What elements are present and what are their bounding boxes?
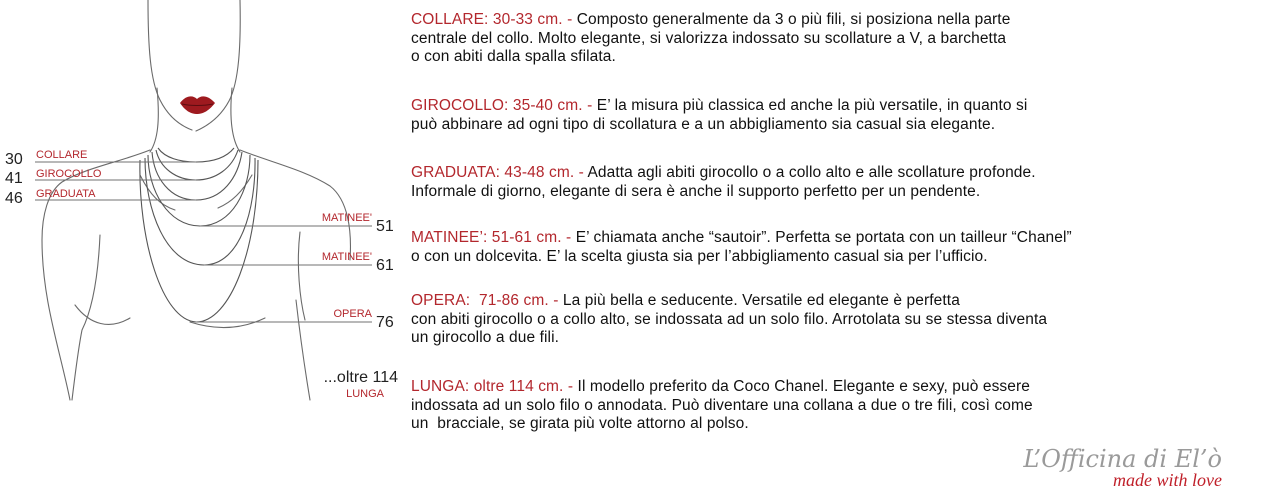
marker-matinee-61-label: MATINEE' (321, 251, 372, 263)
desc-girocollo-heading: GIROCOLLO: 35-40 cm. - (411, 97, 597, 114)
desc-graduata-heading: GRADUATA: 43-48 cm. - (411, 164, 588, 181)
desc-matinee-line-2: o con un dolcevita. E’ la scelta giusta sia per l’abbigliamento casual sia per l’ufficio. (411, 247, 988, 265)
desc-collare (411, 11, 1010, 67)
brand-name: L’Officina di El’ò (1023, 445, 1222, 473)
marker-lunga-label: LUNGA (346, 388, 384, 400)
marker-girocollo-label: GIROCOLLO (36, 168, 102, 180)
desc-collare-line-3: o con abiti dalla spalla sfilata. (411, 48, 616, 66)
desc-opera-heading: OPERA: 71-86 cm. - (411, 292, 563, 309)
necklace-length-figure (0, 0, 410, 493)
marker-51-number: 51 (376, 218, 394, 235)
marker-61-number: 61 (376, 257, 394, 274)
desc-lunga-line-3: un bracciale, se girata più volte attorno al polso. (411, 415, 749, 433)
marker-collare-label: COLLARE (36, 149, 88, 161)
desc-girocollo-line-2: può abbinare ad ogni tipo di scollatura e a un abbigliamento sia casual sia elegante. (411, 115, 996, 133)
desc-graduata-line-2: Informale di giorno, elegante di sera è anche il supporto perfetto per un pendente. (411, 182, 981, 200)
marker-matinee-51-label: MATINEE' (321, 212, 372, 224)
marker-30-number: 30 (5, 151, 23, 168)
desc-matinee (411, 229, 1072, 266)
desc-opera-line-1: La più bella e seducente. Versatile ed elegante è perfetta (562, 292, 960, 309)
desc-girocollo-line-1: E’ la misura più classica ed anche la più versatile, in quanto si (596, 97, 1028, 114)
marker-76-number: 76 (376, 314, 394, 331)
marker-opera-label: OPERA (333, 308, 372, 320)
desc-opera-line-3: un girocollo a due fili. (411, 329, 560, 347)
desc-matinee-heading: MATINEE’: 51-61 cm. - (411, 229, 576, 246)
marker-41-number: 41 (5, 170, 23, 187)
marker-46-number: 46 (5, 190, 23, 207)
marker-graduata-label: GRADUATA (36, 188, 96, 200)
necklace-strands (140, 148, 258, 322)
desc-collare-line-2: centrale del collo. Molto elegante, si valorizza indossato su scollature a V, a barchetta (411, 29, 1007, 47)
brand-logo (1000, 445, 1230, 491)
measure-lines (35, 162, 372, 322)
desc-lunga-heading: LUNGA: oltre 114 cm. - (411, 378, 578, 395)
desc-lunga (411, 378, 1033, 434)
desc-lunga-line-2: indossata ad un solo filo o annodata. Può diventare una collana a due o tre fili, così come (411, 396, 1033, 414)
brand-tagline: made with love (1113, 470, 1222, 490)
desc-lunga-line-1: Il modello preferito da Coco Chanel. Elegante e sexy, può essere (577, 378, 1030, 395)
desc-graduata-line-1: Adatta agli abiti girocollo o a collo alto e alle scollature profonde. (587, 164, 1036, 181)
desc-collare-heading: COLLARE: 30-33 cm. - (411, 11, 577, 28)
desc-girocollo (411, 97, 1027, 134)
marker-oltre-114-number: ...oltre 114 (323, 369, 398, 386)
desc-opera (411, 292, 1047, 348)
desc-matinee-line-1: E’ chiamata anche “sautoir”. Perfetta se portata con un tailleur “Chanel” (575, 229, 1072, 246)
desc-graduata (411, 164, 1036, 201)
desc-collare-line-1: Composto generalmente da 3 o più fili, si posiziona nella parte (576, 11, 1011, 28)
desc-opera-line-2: con abiti girocollo o a collo alto, se indossata ad un solo filo. Arrotolata su se stessa diventa (411, 310, 1048, 328)
